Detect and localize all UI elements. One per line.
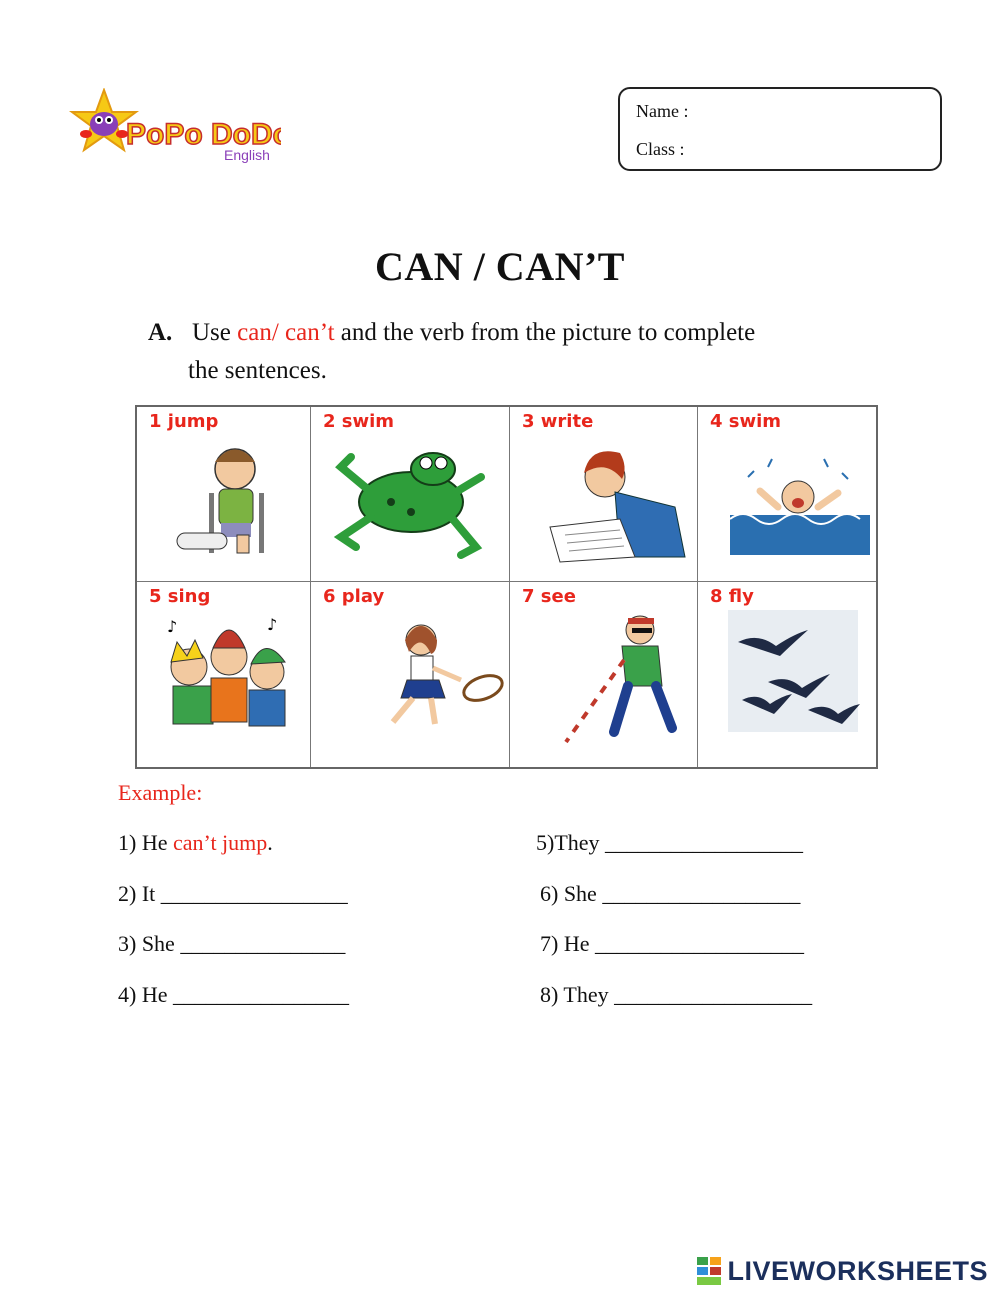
boy-writing-icon [510, 407, 698, 582]
picture-label: 7 see [522, 586, 576, 607]
sentence-answer: can’t jump [172, 830, 268, 855]
example-label: Example: [118, 780, 203, 805]
answer-blank[interactable]: __________________ [605, 830, 804, 855]
picture-cell-8 [698, 582, 876, 767]
instruction-line2: the sentences. [188, 357, 327, 384]
picture-cell-6 [311, 582, 510, 767]
carol-singers-icon [137, 582, 311, 767]
sentence-1 [118, 830, 273, 856]
sentence-prefix: 7) He [540, 931, 595, 956]
sentence-prefix: 1) He [118, 830, 173, 855]
sentence-prefix: 5)They [536, 830, 606, 855]
answer-blank[interactable]: __________________ [614, 982, 813, 1007]
picture-cell-3 [510, 407, 698, 582]
name-class-box [618, 87, 942, 171]
picture-cell-7 [510, 582, 698, 767]
sentence-prefix: 2) It [118, 881, 161, 906]
drowning-person-icon [698, 407, 876, 582]
sentence-5[interactable] [536, 830, 803, 856]
answer-blank[interactable]: ________________ [172, 982, 349, 1007]
picture-label: 6 play [323, 586, 385, 607]
section-letter: A. [148, 319, 173, 346]
popo-dodo-logo [66, 88, 281, 168]
picture-label: 2 swim [323, 411, 395, 432]
worksheet-title: CAN / CAN’T [375, 244, 625, 289]
swallows-icon [698, 582, 876, 767]
instruction-highlight: can/ can’t [237, 319, 335, 346]
sentence-8[interactable] [540, 982, 812, 1008]
sentence-suffix: . [267, 830, 273, 855]
answer-blank[interactable]: ___________________ [594, 931, 804, 956]
svg-text:PoPo DoDo: PoPo DoDo [126, 118, 281, 151]
boy-with-crutches-icon [137, 407, 311, 582]
picture-label: 4 swim [710, 411, 782, 432]
picture-cell-4 [698, 407, 876, 582]
liveworksheets-brand [697, 1253, 988, 1289]
instruction-post: and the verb from the picture to complete [340, 319, 756, 346]
picture-grid [135, 405, 878, 769]
instruction [148, 314, 888, 390]
picture-label: 3 write [522, 411, 594, 432]
instruction-pre: Use [192, 319, 231, 346]
sentence-prefix: 6) She [540, 881, 603, 906]
svg-text:English: English [224, 147, 270, 163]
sentence-prefix: 4) He [118, 982, 173, 1007]
picture-label: 8 fly [710, 586, 754, 607]
sentence-3[interactable] [118, 931, 345, 957]
picture-cell-1 [137, 407, 311, 582]
class-label: Class : [636, 139, 685, 159]
footer-brand-text: LIVEWORKSHEETS [727, 1255, 988, 1286]
blind-man-with-cane-icon [510, 582, 698, 767]
picture-cell-2 [311, 407, 510, 582]
girl-tennis-icon [311, 582, 510, 767]
sentence-prefix: 3) She [118, 931, 181, 956]
sentence-7[interactable] [540, 931, 804, 957]
frog-icon [311, 407, 510, 582]
picture-label: 1 jump [149, 411, 219, 432]
sentence-2[interactable] [118, 881, 348, 907]
answer-blank[interactable]: __________________ [602, 881, 801, 906]
picture-label: 5 sing [149, 586, 211, 607]
sentence-4[interactable] [118, 982, 349, 1008]
sentence-prefix: 8) They [540, 982, 615, 1007]
answer-blank[interactable]: _________________ [160, 881, 348, 906]
picture-cell-5 [137, 582, 311, 767]
liveworksheets-logo-icon [697, 1257, 721, 1285]
answer-blank[interactable]: _______________ [180, 931, 346, 956]
svg-text:♪: ♪ [267, 615, 278, 634]
sentence-6[interactable] [540, 881, 800, 907]
name-label: Name : [636, 101, 689, 121]
svg-text:♪: ♪ [167, 617, 178, 636]
